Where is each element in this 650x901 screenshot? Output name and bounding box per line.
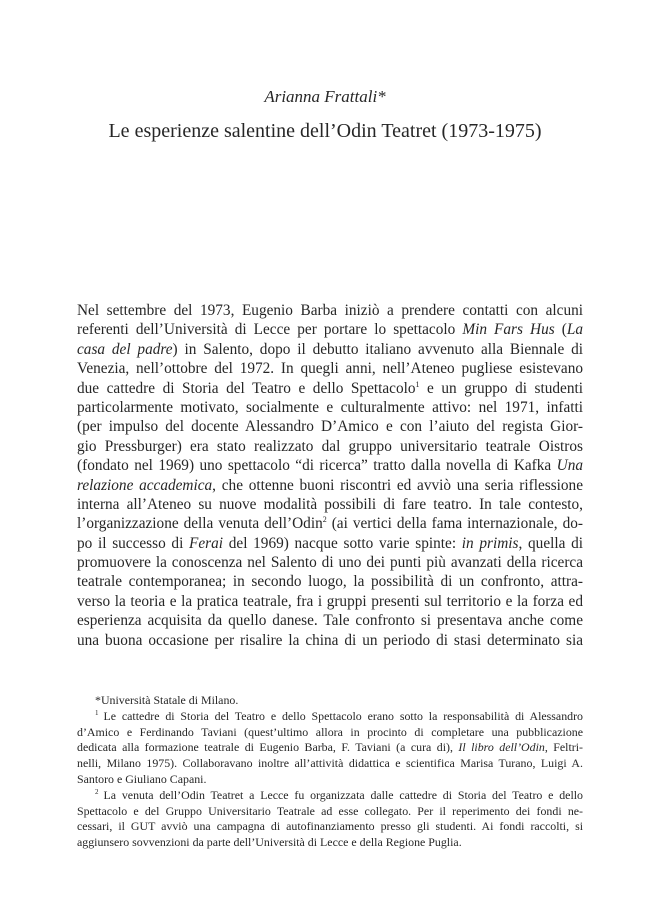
text: e un gruppo di studenti [419, 379, 583, 397]
body-line [77, 514, 583, 533]
text: (per impulso del docente Alessandro D’Amico e con l’aiuto del regista Gior- [77, 418, 583, 436]
body-line [77, 456, 583, 475]
footnote-line [77, 709, 583, 725]
italic-text: relazione accademica [77, 476, 213, 494]
body-line [77, 437, 583, 456]
text: una buona occasione per risalire la china di un periodo di stasi determinato sia [77, 631, 583, 649]
text: ( [554, 321, 567, 339]
text: La venuta dell’Odin Teatret a Lecce fu organizzata dalle cattedre di Storia del Teatro e dello [103, 787, 583, 802]
text: po il successo di [77, 534, 190, 552]
text: , Feltri- [544, 740, 583, 755]
body-line [77, 359, 583, 378]
text: teatrale contemporanea; in secondo luogo, la possibilità di un confronto, attra- [77, 573, 583, 591]
text: Spettacolo e del Gruppo Universitario Teatrale ad esse collegato. Per il reperimento dei fondi ne- [77, 803, 583, 818]
footnote-line [77, 756, 583, 772]
footnote-line [77, 788, 583, 804]
body-line [77, 417, 583, 436]
text: esperienza acquisita da quello danese. Tale confronto si presentava anche come [77, 612, 583, 630]
text: cessari, il GUT avviò una campagna di autofinanziamento presso gli studenti. Ai fondi raccolti, si [77, 819, 583, 834]
body-line [77, 398, 583, 417]
text: Nel settembre del 1973, Eugenio Barba iniziò a prendere contatti con alcuni [77, 302, 583, 319]
text: particolarmente motivato, socialmente e culturalmente attivo: nel 1971, infatti [77, 398, 583, 416]
italic-text: casa del padre [77, 340, 173, 358]
footnote-number: 2 [95, 787, 99, 796]
text: , quella di [518, 534, 584, 552]
italic-text: Min Fars Hus [462, 321, 555, 339]
chapter-title: Le esperienze salentine dell’Odin Teatret (1973-1975) [108, 120, 542, 142]
text: due cattedre di Storia del Teatro e dello Spettacolo [77, 379, 416, 397]
text: interna all’Ateneo su nuove modalità possibili di fare teatro. In tale contesto, [77, 495, 583, 513]
author-name: Arianna Frattali* [264, 87, 386, 106]
body-line [77, 320, 583, 339]
body-line [77, 476, 583, 495]
text: Venezia, nell’ottobre del 1972. In quegli anni, nell’Ateneo pugliese esistevano [77, 360, 583, 378]
body-line [77, 534, 583, 553]
italic-text: Una [556, 457, 583, 475]
body-line [77, 631, 583, 650]
text: Santoro e Giuliano Capani. [77, 771, 207, 786]
body-line [77, 340, 583, 359]
text: , che ottenne buoni riscontri ed avviò una seria riflessione [212, 476, 583, 494]
footnote-line [77, 804, 583, 820]
text: aggiunsero sovvenzioni da parte dell’Università di Lecce e della Regione Puglia. [77, 835, 462, 850]
text: referenti dell’Università di Lecce per portare lo spettacolo [77, 321, 463, 339]
italic-text: La [566, 321, 583, 339]
body-line [77, 592, 583, 611]
footnote-line [77, 772, 583, 788]
body-line [77, 572, 583, 591]
footnote-ref: 1 [415, 379, 420, 389]
footnote-line [77, 835, 583, 851]
body-line [77, 379, 583, 398]
text: del 1969) nacque sotto varie spinte: [223, 534, 462, 552]
text: (fondato nel 1969) uno spettacolo “di ricerca” tratto dalla novella di Kafka [77, 457, 557, 475]
footnote-line [77, 740, 583, 756]
text: verso la teoria e la pratica teatrale, fra i gruppi presenti sul territorio e la forza ed [77, 592, 583, 610]
text: promuovere la conoscenza nel Salento di uno dei punti più avanzati della ricerca [77, 554, 583, 572]
text: nelli, Milano 1975). Collaboravano inoltre all’attività didattica e scientifica Marisa Turano, Luigi A. [77, 756, 583, 771]
text: dedicata alla formazione teatrale di Eugenio Barba, F. Taviani (a cura di), [77, 740, 459, 755]
footnote-line [77, 819, 583, 835]
text: l’organizzazione della venuta dell’Odin [77, 515, 323, 533]
text: ) in Salento, dopo il debutto italiano avvenuto alla Biennale di [172, 340, 583, 358]
body-text [77, 301, 583, 650]
text: *Università Statale di Milano. [95, 693, 239, 707]
footnote-ref: 2 [322, 515, 327, 525]
footnote-number: 1 [95, 708, 99, 717]
footnote-affiliation [77, 693, 583, 709]
italic-text: Il libro dell’Odin [458, 740, 545, 755]
text: d’Amico e Ferdinando Taviani (quest’ultimo allora in procinto di completare una pubblicazione [77, 724, 583, 739]
footnote-line [77, 725, 583, 741]
text: Le cattedre di Storia del Teatro e dello Spettacolo erano sotto la responsabilità di Alessandro [103, 708, 583, 723]
italic-text: in primis [461, 534, 519, 552]
body-line [77, 553, 583, 572]
footnotes [77, 693, 583, 851]
text: (ai vertici della fama internazionale, do- [326, 515, 583, 533]
body-line [77, 495, 583, 514]
body-line [77, 301, 583, 320]
body-line [77, 611, 583, 630]
italic-text: Ferai [189, 534, 224, 552]
text: gio Pressburger) era stato realizzato dal gruppo universitario teatrale Oistros [77, 437, 583, 455]
